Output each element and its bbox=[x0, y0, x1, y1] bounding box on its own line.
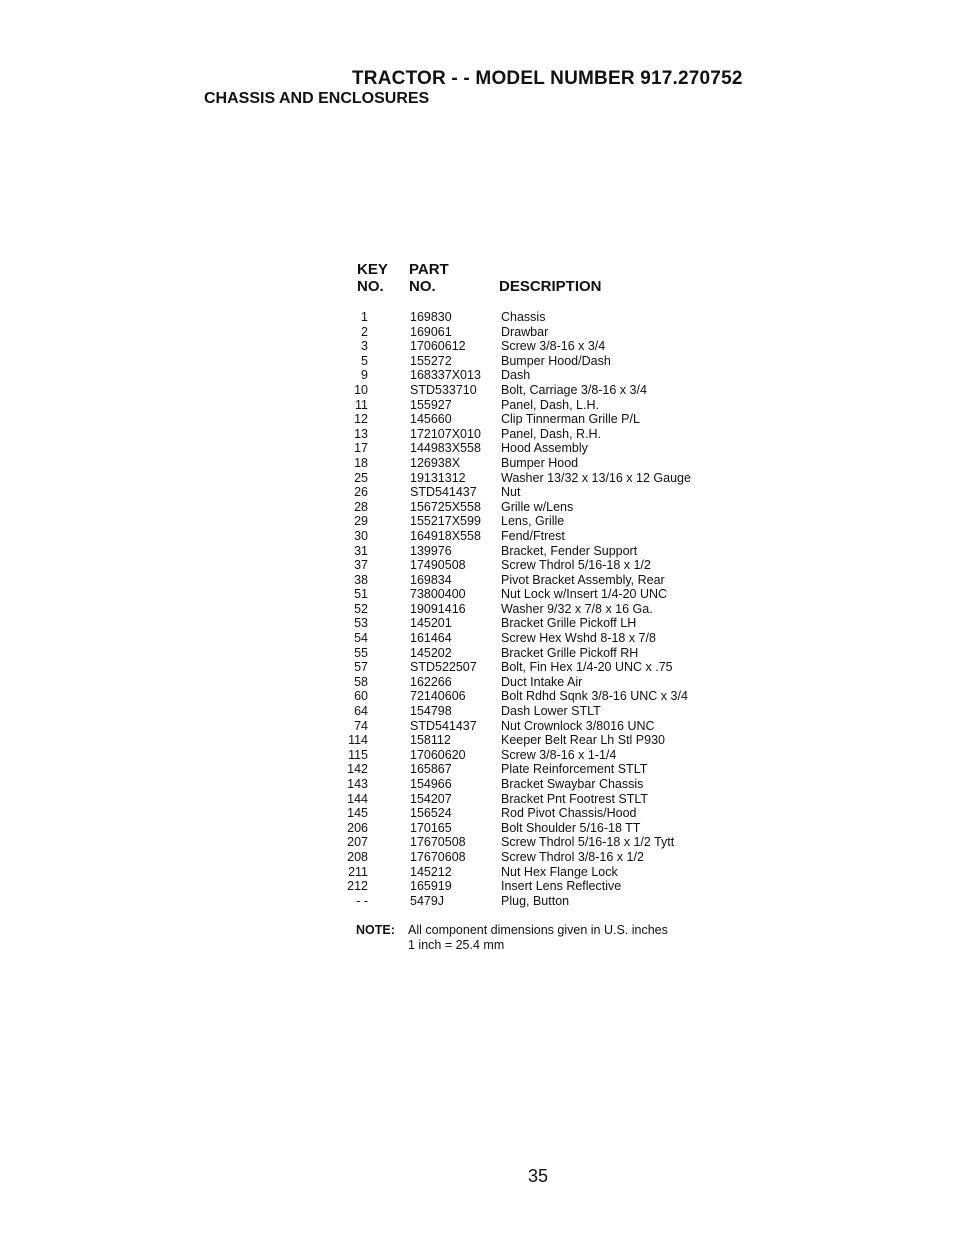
key-cell: 26 bbox=[354, 485, 368, 500]
table-row bbox=[340, 529, 691, 544]
key-cell: 1 bbox=[361, 310, 368, 324]
table-row bbox=[340, 850, 691, 865]
key-cell: 38 bbox=[354, 572, 368, 587]
key-cell: 5 bbox=[361, 353, 368, 368]
description-cell: Bracket Grille Pickoff RH bbox=[501, 645, 639, 660]
key-cell: 25 bbox=[354, 470, 368, 485]
table-row bbox=[340, 806, 691, 821]
description-cell: Washer 13/32 x 13/16 x 12 Gauge bbox=[501, 470, 691, 485]
section-subtitle: CHASSIS AND ENCLOSURES bbox=[204, 90, 430, 107]
part-number-cell: 158112 bbox=[410, 733, 451, 748]
part-number-cell: 164918X558 bbox=[410, 528, 481, 543]
table-row bbox=[340, 704, 691, 719]
description-cell: Plate Reinforcement STLT bbox=[501, 762, 648, 777]
table-row bbox=[340, 894, 691, 909]
part-no-header bbox=[409, 261, 449, 295]
key-cell: 144 bbox=[347, 791, 368, 806]
note-text bbox=[408, 923, 668, 953]
part-number-cell: 161464 bbox=[410, 631, 452, 646]
table-row bbox=[340, 748, 691, 763]
table-row bbox=[340, 660, 691, 675]
description-cell: Screw 3/8-16 x 1-1/4 bbox=[501, 747, 617, 762]
table-row bbox=[340, 339, 691, 354]
description-cell: Chassis bbox=[501, 310, 546, 324]
key-cell: 145 bbox=[347, 806, 368, 821]
part-number-cell: 154798 bbox=[410, 704, 452, 719]
description-cell: Bolt Shoulder 5/16-18 TT bbox=[501, 820, 641, 835]
part-number-cell: 139976 bbox=[410, 543, 452, 558]
key-cell: 114 bbox=[348, 733, 368, 748]
part-number-cell: 17060612 bbox=[410, 339, 466, 354]
table-row bbox=[340, 675, 691, 690]
key-cell: 31 bbox=[354, 543, 368, 558]
key-cell: 51 bbox=[354, 587, 368, 602]
table-row bbox=[340, 398, 691, 413]
table-row bbox=[340, 602, 691, 617]
part-number-cell: 145660 bbox=[410, 412, 452, 427]
key-cell: 57 bbox=[354, 660, 368, 675]
description-cell: Bracket Pnt Footrest STLT bbox=[501, 791, 649, 806]
part-number-cell: 162266 bbox=[410, 674, 452, 689]
key-cell: - - bbox=[356, 893, 368, 908]
part-number-cell: 155217X599 bbox=[410, 514, 481, 529]
description-header: DESCRIPTION bbox=[499, 278, 602, 295]
key-cell: 54 bbox=[354, 631, 368, 646]
key-cell: 58 bbox=[354, 674, 368, 689]
note-line-1: All component dimensions given in U.S. inches bbox=[408, 923, 668, 937]
part-number-cell: 5479J bbox=[410, 893, 445, 908]
key-cell: 11 bbox=[355, 397, 368, 412]
description-cell: Keeper Belt Rear Lh Stl P930 bbox=[501, 733, 665, 748]
table-row bbox=[340, 544, 691, 559]
part-number-cell: STD533710 bbox=[410, 382, 477, 397]
description-cell: Screw Hex Wshd 8-18 x 7/8 bbox=[501, 631, 656, 646]
key-cell: 9 bbox=[361, 368, 368, 383]
part-number-cell: 145212 bbox=[410, 864, 452, 879]
description-cell: Screw Thdrol 5/16-18 x 1/2 Tytt bbox=[501, 835, 675, 850]
table-row bbox=[340, 792, 691, 807]
table-row bbox=[340, 719, 691, 734]
description-cell: Screw Thdrol 3/8-16 x 1/2 bbox=[501, 849, 644, 864]
part-number-cell: 17670508 bbox=[410, 835, 466, 850]
part-number-cell: 145202 bbox=[410, 645, 452, 660]
key-cell: 115 bbox=[348, 747, 368, 762]
description-cell: Bumper Hood/Dash bbox=[501, 353, 611, 368]
table-row bbox=[340, 689, 691, 704]
key-cell: 208 bbox=[347, 849, 368, 864]
table-row bbox=[340, 865, 691, 880]
part-number-cell: 170165 bbox=[410, 820, 452, 835]
part-number-cell: 144983X558 bbox=[410, 441, 481, 456]
table-row bbox=[340, 427, 691, 442]
table-row bbox=[340, 325, 691, 340]
part-number-cell: 19091416 bbox=[410, 601, 466, 616]
table-row bbox=[340, 500, 691, 515]
part-number-cell: 72140606 bbox=[410, 689, 466, 704]
part-number-cell: 156524 bbox=[410, 806, 452, 821]
description-cell: Bracket Grille Pickoff LH bbox=[501, 616, 637, 631]
table-row bbox=[340, 879, 691, 894]
table-row bbox=[340, 558, 691, 573]
table-row bbox=[340, 485, 691, 500]
key-cell: 206 bbox=[347, 820, 368, 835]
table-row bbox=[340, 354, 691, 369]
table-row bbox=[340, 573, 691, 588]
description-cell: Bolt, Fin Hex 1/4-20 UNC x .75 bbox=[501, 660, 673, 675]
table-row bbox=[340, 616, 691, 631]
description-cell: Fend/Ftrest bbox=[501, 528, 565, 543]
table-row bbox=[340, 631, 691, 646]
description-cell: Bolt, Carriage 3/8-16 x 3/4 bbox=[501, 382, 647, 397]
page-number: 35 bbox=[528, 1166, 549, 1186]
key-cell: 2 bbox=[361, 324, 368, 339]
key-cell: 18 bbox=[354, 455, 368, 470]
part-number-cell: 156725X558 bbox=[410, 499, 481, 514]
key-cell: 52 bbox=[354, 601, 368, 616]
key-cell: 53 bbox=[354, 616, 368, 631]
part-number-cell: 169830 bbox=[410, 310, 452, 324]
table-row bbox=[340, 646, 691, 661]
key-cell: 60 bbox=[354, 689, 368, 704]
description-cell: Lens, Grille bbox=[501, 514, 565, 529]
part-number-cell: 155927 bbox=[410, 397, 452, 412]
part-number-cell: STD522507 bbox=[410, 660, 477, 675]
part-number-cell: 73800400 bbox=[410, 587, 466, 602]
part-number-cell: 165919 bbox=[410, 879, 452, 894]
part-number-cell: 17060620 bbox=[410, 747, 466, 762]
description-cell: Dash Lower STLT bbox=[501, 704, 601, 719]
description-cell: Rod Pivot Chassis/Hood bbox=[501, 806, 637, 821]
description-cell: Panel, Dash, L.H. bbox=[501, 397, 599, 412]
key-cell: 3 bbox=[361, 339, 368, 354]
note-block bbox=[356, 923, 668, 953]
description-cell: Drawbar bbox=[501, 324, 549, 339]
description-cell: Bracket, Fender Support bbox=[501, 543, 638, 558]
part-number-cell: 154207 bbox=[410, 791, 452, 806]
key-cell: 64 bbox=[354, 704, 368, 719]
part-number-cell: 17670608 bbox=[410, 849, 466, 864]
part-number-cell: 19131312 bbox=[410, 470, 466, 485]
key-cell: 212 bbox=[347, 879, 368, 894]
key-cell: 30 bbox=[354, 528, 368, 543]
table-row bbox=[340, 587, 691, 602]
description-cell: Hood Assembly bbox=[501, 441, 588, 456]
part-number-cell: 145201 bbox=[410, 616, 452, 631]
part-number-cell: 168337X013 bbox=[410, 368, 481, 383]
key-cell: 28 bbox=[354, 499, 368, 514]
part-number-cell: 155272 bbox=[410, 353, 452, 368]
part-header-line1: PART bbox=[409, 261, 449, 278]
description-cell: Bumper Hood bbox=[501, 455, 579, 470]
key-cell: 37 bbox=[354, 558, 368, 573]
description-cell: Bracket Swaybar Chassis bbox=[501, 777, 644, 791]
description-cell: Nut bbox=[501, 485, 521, 500]
part-number-cell: 169834 bbox=[410, 572, 452, 587]
description-cell: Duct Intake Air bbox=[501, 674, 583, 689]
key-cell: 17 bbox=[354, 441, 368, 456]
description-cell: Insert Lens Reflective bbox=[501, 879, 622, 894]
key-header-line2: NO. bbox=[357, 278, 384, 295]
key-cell: 12 bbox=[354, 412, 368, 427]
part-number-cell: STD541437 bbox=[410, 718, 477, 733]
part-number-cell: 17490508 bbox=[410, 558, 466, 573]
part-number-cell: 165867 bbox=[410, 762, 452, 777]
description-cell: Nut Hex Flange Lock bbox=[501, 864, 618, 879]
key-cell: 55 bbox=[354, 645, 368, 660]
key-cell: 74 bbox=[354, 718, 368, 733]
table-row bbox=[340, 514, 691, 529]
key-cell: 29 bbox=[354, 514, 368, 529]
table-row bbox=[340, 762, 691, 777]
description-cell: Nut Lock w/Insert 1/4-20 UNC bbox=[501, 587, 668, 602]
key-cell: 207 bbox=[347, 835, 368, 850]
note-label: NOTE: bbox=[356, 923, 395, 937]
part-number-cell: 172107X010 bbox=[410, 426, 481, 441]
part-number-cell: 126938X bbox=[410, 455, 461, 470]
table-row bbox=[340, 777, 691, 792]
note-line-2: 1 inch = 25.4 mm bbox=[408, 938, 505, 952]
table-row bbox=[340, 412, 691, 427]
part-number-cell: STD541437 bbox=[410, 485, 477, 500]
table-row bbox=[340, 368, 691, 383]
table-row bbox=[340, 733, 691, 748]
page-title: TRACTOR - - MODEL NUMBER 917.270752 bbox=[352, 68, 743, 89]
table-row bbox=[340, 383, 691, 398]
description-cell: Nut Crownlock 3/8016 UNC bbox=[501, 718, 655, 733]
table-row bbox=[340, 310, 691, 325]
key-cell: 143 bbox=[347, 777, 368, 791]
key-no-header bbox=[357, 261, 388, 295]
table-row bbox=[340, 441, 691, 456]
table-row bbox=[340, 835, 691, 850]
description-cell: Clip Tinnerman Grille P/L bbox=[501, 412, 640, 427]
description-cell: Plug, Button bbox=[501, 893, 570, 908]
description-cell: Bolt Rdhd Sqnk 3/8-16 UNC x 3/4 bbox=[501, 689, 688, 704]
key-cell: 13 bbox=[354, 426, 368, 441]
description-cell: Pivot Bracket Assembly, Rear bbox=[501, 572, 665, 587]
description-cell: Washer 9/32 x 7/8 x 16 Ga. bbox=[501, 601, 653, 616]
description-cell: Dash bbox=[501, 368, 531, 383]
part-number-cell: 154966 bbox=[410, 777, 452, 791]
key-cell: 211 bbox=[348, 864, 368, 879]
table-row bbox=[340, 456, 691, 471]
description-cell: Screw 3/8-16 x 3/4 bbox=[501, 339, 606, 354]
part-header-line2: NO. bbox=[409, 278, 436, 295]
key-cell: 10 bbox=[354, 382, 368, 397]
description-cell: Screw Thdrol 5/16-18 x 1/2 bbox=[501, 558, 651, 573]
table-row bbox=[340, 821, 691, 836]
description-cell: Grille w/Lens bbox=[501, 499, 574, 514]
key-cell: 142 bbox=[347, 762, 368, 777]
parts-list bbox=[340, 310, 691, 908]
description-cell: Panel, Dash, R.H. bbox=[501, 426, 602, 441]
key-header-line1: KEY bbox=[357, 261, 388, 278]
table-row bbox=[340, 471, 691, 486]
part-number-cell: 169061 bbox=[410, 324, 452, 339]
